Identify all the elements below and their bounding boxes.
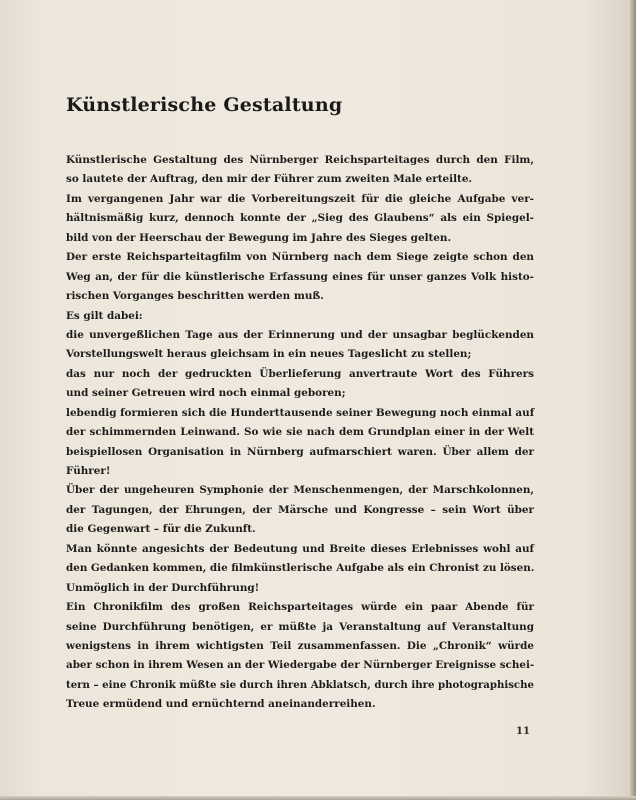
text-line: Der erste Reichsparteitagfilm von Nürnberg nach dem Siege zeigte schon den xyxy=(66,251,534,264)
text-line: Man könnte angesichts der Bedeutung und Breite dieses Erlebnisses wohl auf xyxy=(66,542,534,555)
text-line: Unmöglich in der Durchführung! xyxy=(66,581,260,594)
text-line: die unvergeßlichen Tage aus der Erinnerung und der unsagbar beglückenden xyxy=(66,328,534,341)
text-line: die Gegenwart – für die Zukunft. xyxy=(66,523,256,536)
text-line: lebendig formieren sich die Hunderttausende seiner Bewegung noch einmal auf xyxy=(66,406,535,419)
text-line: beispiellosen Organisation in Nürnberg aufmarschiert waren. Über allem der xyxy=(66,445,534,458)
text-line: Vorstellungswelt heraus gleichsam in ein neues Tageslicht zu stellen; xyxy=(66,348,472,361)
text-line: aber schon in ihrem Wesen an der Wiedergabe der Nürnberger Ereignisse schei- xyxy=(66,659,535,672)
text-line: Im vergangenen Jahr war die Vorbereitungszeit für die gleiche Aufgabe ver- xyxy=(66,192,534,205)
text-line: rischen Vorganges beschritten werden muß. xyxy=(66,290,324,303)
text-line: den Gedanken kommen, die filmkünstlerische Aufgabe als ein Chronist zu lösen. xyxy=(66,562,535,575)
text-line: tern – eine Chronik müßte sie durch ihren Abklatsch, durch ihre photographische xyxy=(66,678,534,691)
page-right-edge xyxy=(630,0,636,800)
text-line: Über der ungeheuren Symphonie der Menschenmengen, der Marschkolonnen, xyxy=(66,484,534,497)
text-line: hältnismäßig kurz, dennoch konnte der „Sieg des Glaubens“ als ein Spiegel- xyxy=(66,212,534,225)
text-line: das nur noch der gedruckten Überlieferung anvertraute Wort des Führers xyxy=(66,367,534,380)
text-line: Weg an, der für die künstlerische Erfassung eines für unser ganzes Volk histo- xyxy=(66,270,534,283)
text-line: so lautete der Auftrag, den mir der Führer zum zweiten Male erteilte. xyxy=(66,173,473,186)
text-line: der schimmernden Leinwand. So wie sie nach dem Grundplan einer in der Welt xyxy=(66,426,534,439)
text-line: Ein Chronikfilm des großen Reichsparteitages würde ein paar Abende für xyxy=(66,601,534,614)
text-line: Treue ermüdend und ernüchternd aneinanderreihen. xyxy=(66,698,376,711)
text-line: seine Durchführung benötigen, er müßte ja Veranstaltung auf Veranstaltung xyxy=(66,620,534,633)
text-line: und seiner Getreuen wird noch einmal geboren; xyxy=(66,387,346,400)
text-line: Künstlerische Gestaltung des Nürnberger Reichsparteitages durch den Film, xyxy=(66,154,534,166)
text-line: Führer! xyxy=(66,465,111,477)
text-line: Es gilt dabei: xyxy=(66,309,143,322)
text-line: bild von der Heerschau der Bewegung im Jahre des Sieges gelten. xyxy=(66,231,452,244)
text-line: der Tagungen, der Ehrungen, der Märsche und Kongresse – sein Wort über xyxy=(66,503,534,516)
chapter-heading: Künstlerische Gestaltung xyxy=(66,94,343,116)
page-number: 11 xyxy=(516,726,530,737)
text-line: wenigstens in ihrem wichtigsten Teil zusammenfassen. Die „Chronik“ würde xyxy=(66,639,534,652)
body-text xyxy=(66,151,534,715)
page-bottom-edge xyxy=(0,796,636,800)
